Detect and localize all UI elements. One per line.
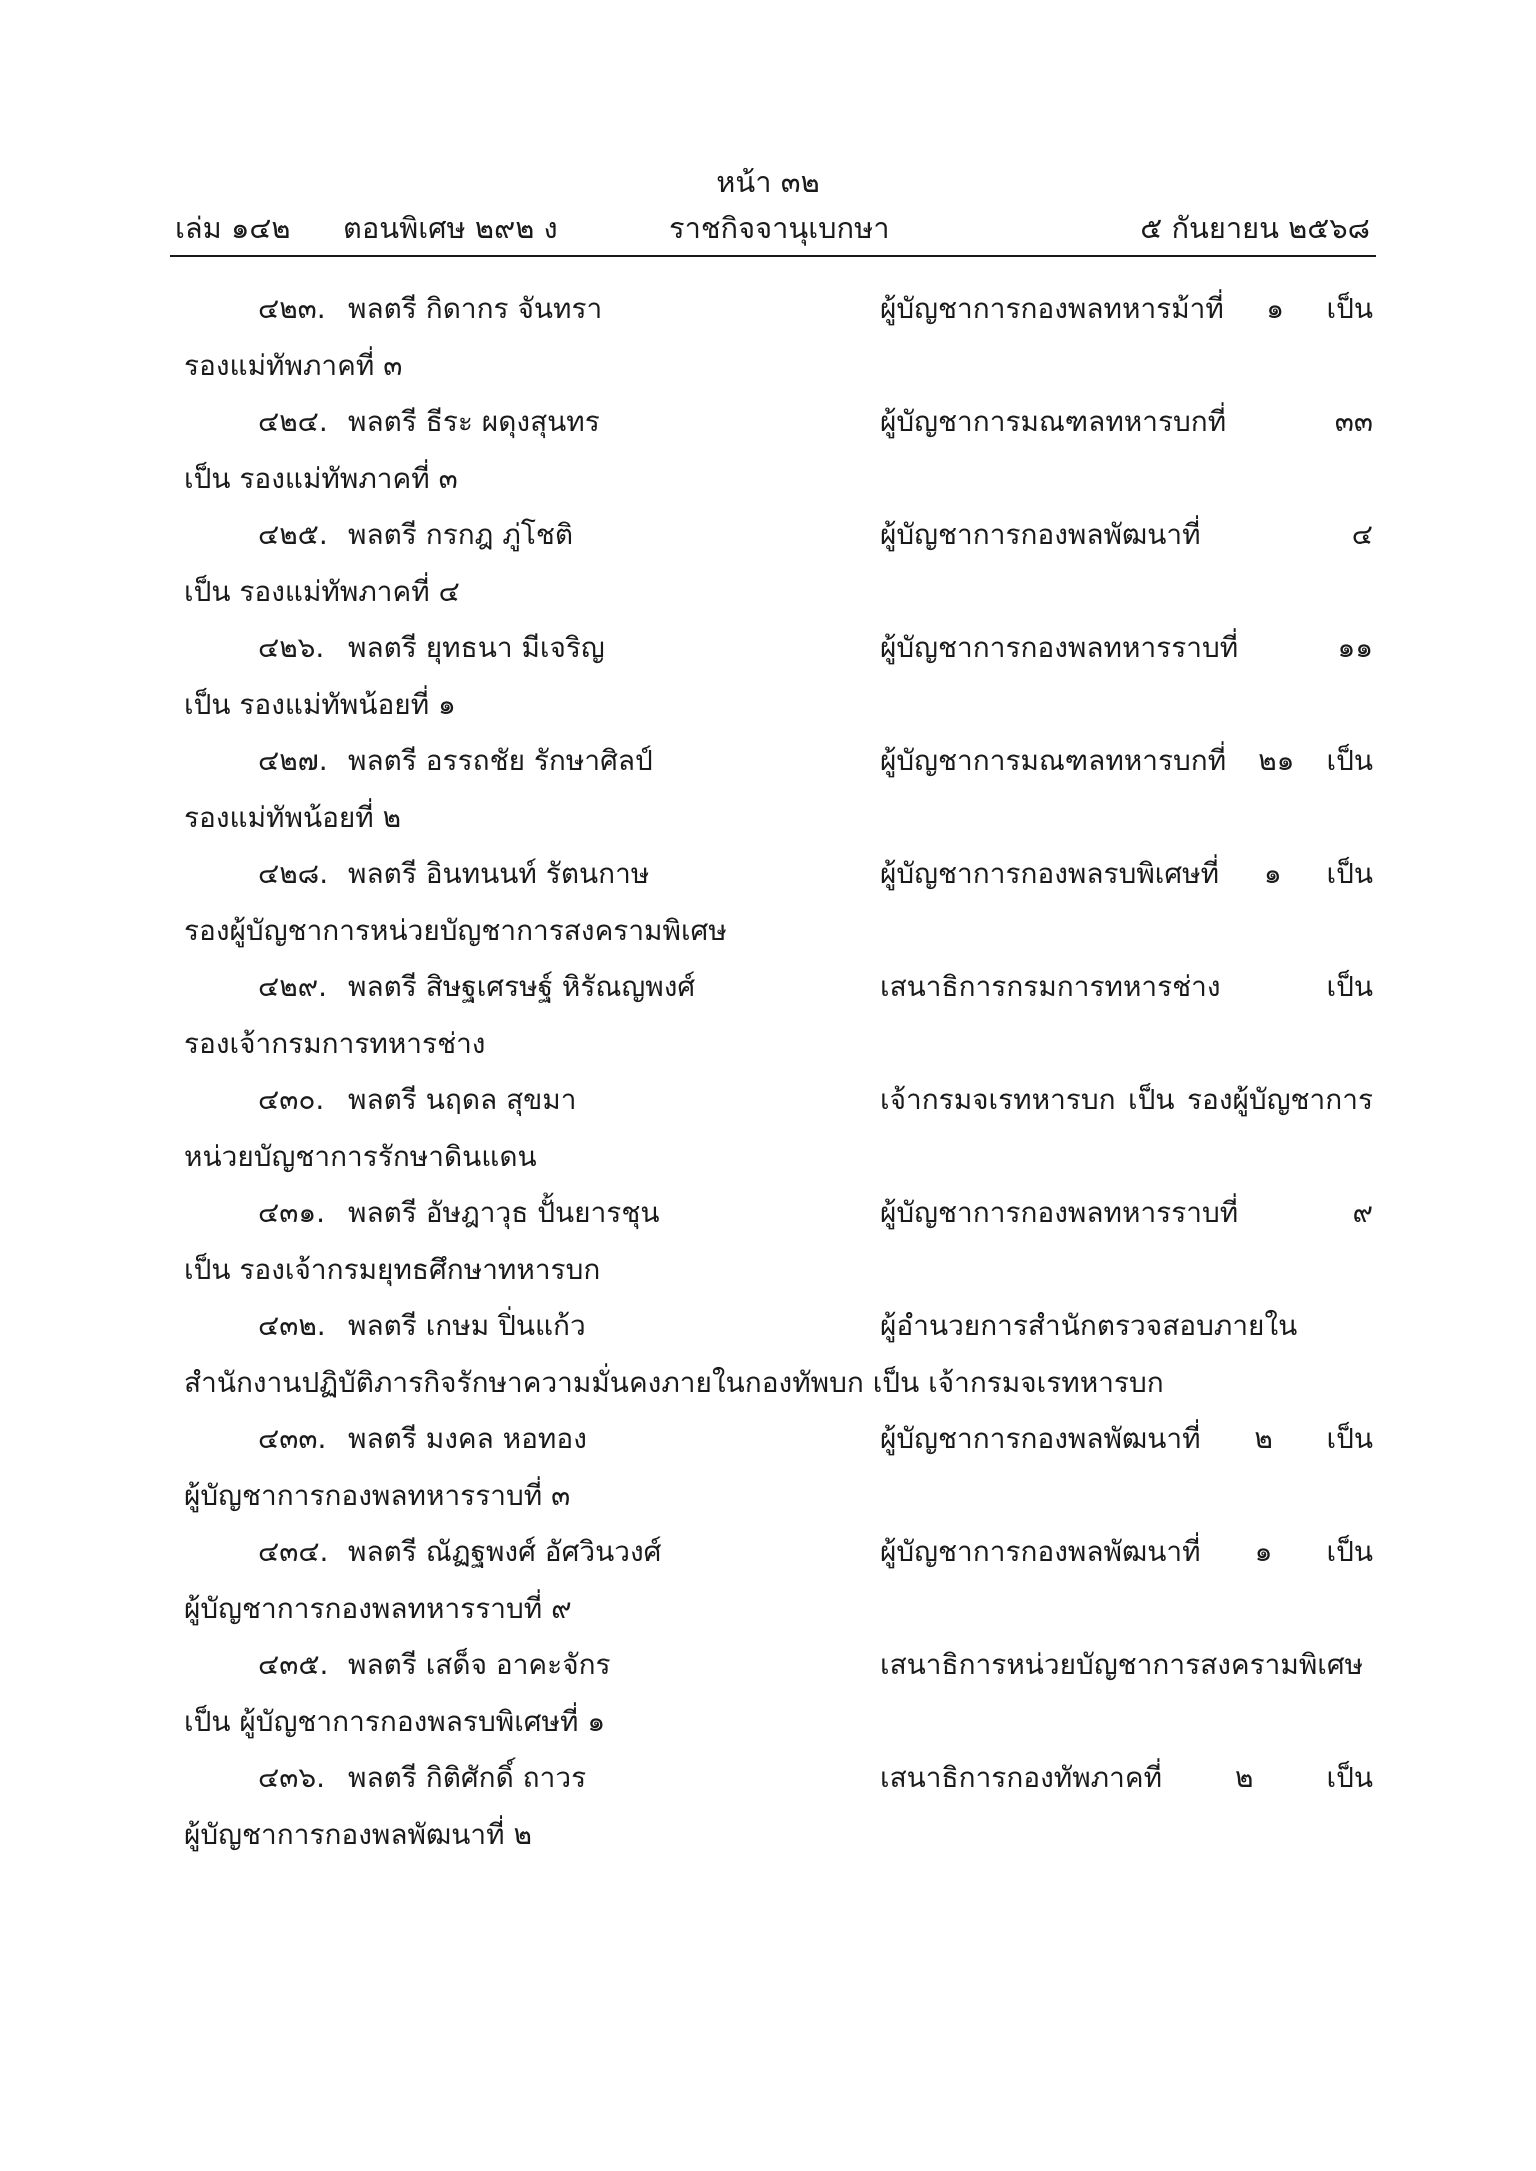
- appointment-entry: [184, 1530, 1373, 1643]
- appointment-entry: [184, 1643, 1373, 1756]
- appointment-entry: [184, 626, 1373, 739]
- appointment-entry: [184, 1304, 1373, 1417]
- entry-current-position: ผู้บัญชาการกองพลพัฒนาที่ ๔: [880, 518, 1373, 551]
- entry-new-position: ผู้บัญชาการกองพลทหารราบที่ ๙: [184, 1592, 572, 1625]
- entry-new-position: เป็น รองแม่ทัพภาคที่ ๔: [184, 575, 460, 608]
- entry-number: ๔๒๔.: [258, 405, 328, 438]
- header-date: ๕ กันยายน ๒๕๖๘: [1140, 211, 1370, 245]
- header-issue: ตอนพิเศษ ๒๙๒ ง: [343, 211, 558, 245]
- entry-number: ๔๒๕.: [258, 518, 328, 551]
- entry-current-position: ผู้บัญชาการกองพลทหารราบที่ ๙: [880, 1196, 1373, 1229]
- entry-current-position: ผู้อำนวยการสำนักตรวจสอบภายใน: [880, 1309, 1298, 1342]
- appointment-entry: [184, 1417, 1373, 1530]
- appointment-entry: [184, 400, 1373, 513]
- entry-new-position: เป็น รองแม่ทัพน้อยที่ ๑: [184, 688, 456, 721]
- entry-number: ๔๒๗.: [258, 744, 328, 777]
- entry-number: ๔๒๘.: [258, 857, 329, 890]
- entry-new-position: สำนักงานปฏิบัติภารกิจรักษาความมั่นคงภายในกองทัพบก เป็น เจ้ากรมจเรทหารบก: [184, 1366, 1164, 1399]
- appointment-entry: [184, 287, 1373, 400]
- appointment-entry: [184, 1191, 1373, 1304]
- appointment-entry: [184, 739, 1373, 852]
- entry-current-position: ผู้บัญชาการกองพลทหารม้าที่ ๑ เป็น: [880, 292, 1373, 325]
- entry-name: พลตรี กิดากร จันทรา: [348, 292, 603, 325]
- entry-name: พลตรี อรรถชัย รักษาศิลป์: [348, 744, 653, 777]
- entry-new-position: ผู้บัญชาการกองพลพัฒนาที่ ๒: [184, 1818, 532, 1851]
- entry-name: พลตรี นฤดล สุขมา: [348, 1083, 577, 1116]
- entry-name: พลตรี กรกฎ ภู่โชติ: [348, 518, 574, 551]
- entry-current-position: ผู้บัญชาการกองพลทหารราบที่ ๑๑: [880, 631, 1373, 664]
- entry-number: ๔๓๔.: [258, 1535, 329, 1568]
- entry-name: พลตรี กิติศักดิ์ ถาวร: [348, 1761, 587, 1794]
- entry-current-position: ผู้บัญชาการมณฑลทหารบกที่ ๓๓: [880, 405, 1373, 438]
- entry-current-position: เสนาธิการกรมการทหารช่าง เป็น: [880, 970, 1373, 1003]
- entry-name: พลตรี เกษม ปิ่นแก้ว: [348, 1309, 586, 1342]
- entry-new-position: ผู้บัญชาการกองพลทหารราบที่ ๓: [184, 1479, 571, 1512]
- header-title: ราชกิจจานุเบกษา: [669, 211, 890, 245]
- entry-number: ๔๒๖.: [258, 631, 325, 664]
- entry-number: ๔๓๐.: [258, 1083, 325, 1116]
- entry-current-position: ผู้บัญชาการกองพลรบพิเศษที่ ๑ เป็น: [880, 857, 1373, 890]
- appointment-entry: [184, 965, 1373, 1078]
- page-number: หน้า ๓๒: [716, 165, 820, 199]
- entry-name: พลตรี ยุทธนา มีเจริญ: [348, 631, 605, 664]
- entry-current-position: ผู้บัญชาการกองพลพัฒนาที่ ๑ เป็น: [880, 1535, 1373, 1568]
- appointment-entry: [184, 1756, 1373, 1869]
- entry-name: พลตรี มงคล หอทอง: [348, 1422, 587, 1455]
- entry-number: ๔๒๙.: [258, 970, 328, 1003]
- entry-number: ๔๓๒.: [258, 1309, 326, 1342]
- entry-number: ๔๓๑.: [258, 1196, 326, 1229]
- entry-number: ๔๓๓.: [258, 1422, 327, 1455]
- entry-number: ๔๓๖.: [258, 1761, 326, 1794]
- entry-name: พลตรี ณัฏฐพงศ์ อัศวินวงศ์: [348, 1535, 662, 1568]
- entry-new-position: รองผู้บัญชาการหน่วยบัญชาการสงครามพิเศษ: [184, 914, 727, 947]
- appointment-entry: [184, 852, 1373, 965]
- entry-current-position: เสนาธิการกองทัพภาคที่ ๒ เป็น: [880, 1761, 1373, 1794]
- appointment-entry: [184, 1078, 1373, 1191]
- entry-new-position: เป็น ผู้บัญชาการกองพลรบพิเศษที่ ๑: [184, 1705, 606, 1738]
- appointment-entry: [184, 513, 1373, 626]
- entry-new-position: หน่วยบัญชาการรักษาดินแดน: [184, 1140, 537, 1173]
- entry-new-position: เป็น รองแม่ทัพภาคที่ ๓: [184, 462, 458, 495]
- entry-current-position: เจ้ากรมจเรทหารบก เป็น รองผู้บัญชาการ: [880, 1083, 1373, 1116]
- entry-name: พลตรี ธีระ ผดุงสุนทร: [348, 405, 600, 438]
- entry-name: พลตรี อินทนนท์ รัตนกาษ: [348, 857, 650, 890]
- entry-new-position: รองแม่ทัพภาคที่ ๓: [184, 349, 403, 382]
- entry-name: พลตรี สิษฐเศรษฐ์ หิรัณญพงศ์: [348, 970, 696, 1003]
- header-volume: เล่ม ๑๔๒: [175, 211, 291, 245]
- entry-current-position: ผู้บัญชาการกองพลพัฒนาที่ ๒ เป็น: [880, 1422, 1373, 1455]
- entry-new-position: รองเจ้ากรมการทหารช่าง: [184, 1027, 486, 1060]
- entry-number: ๔๒๓.: [258, 292, 326, 325]
- gazette-header: [175, 208, 1370, 248]
- appointment-list: [184, 287, 1373, 1869]
- entry-name: พลตรี อัษฎาวุธ ปั้นยารชุน: [348, 1196, 660, 1229]
- entry-new-position: รองแม่ทัพน้อยที่ ๒: [184, 801, 402, 834]
- entry-number: ๔๓๕.: [258, 1648, 329, 1681]
- header-divider: [170, 255, 1376, 257]
- entry-name: พลตรี เสด็จ อาคะจักร: [348, 1648, 611, 1681]
- entry-current-position: ผู้บัญชาการมณฑลทหารบกที่ ๒๑ เป็น: [880, 744, 1373, 777]
- entry-new-position: เป็น รองเจ้ากรมยุทธศึกษาทหารบก: [184, 1253, 601, 1286]
- entry-current-position: เสนาธิการหน่วยบัญชาการสงครามพิเศษ: [880, 1648, 1364, 1681]
